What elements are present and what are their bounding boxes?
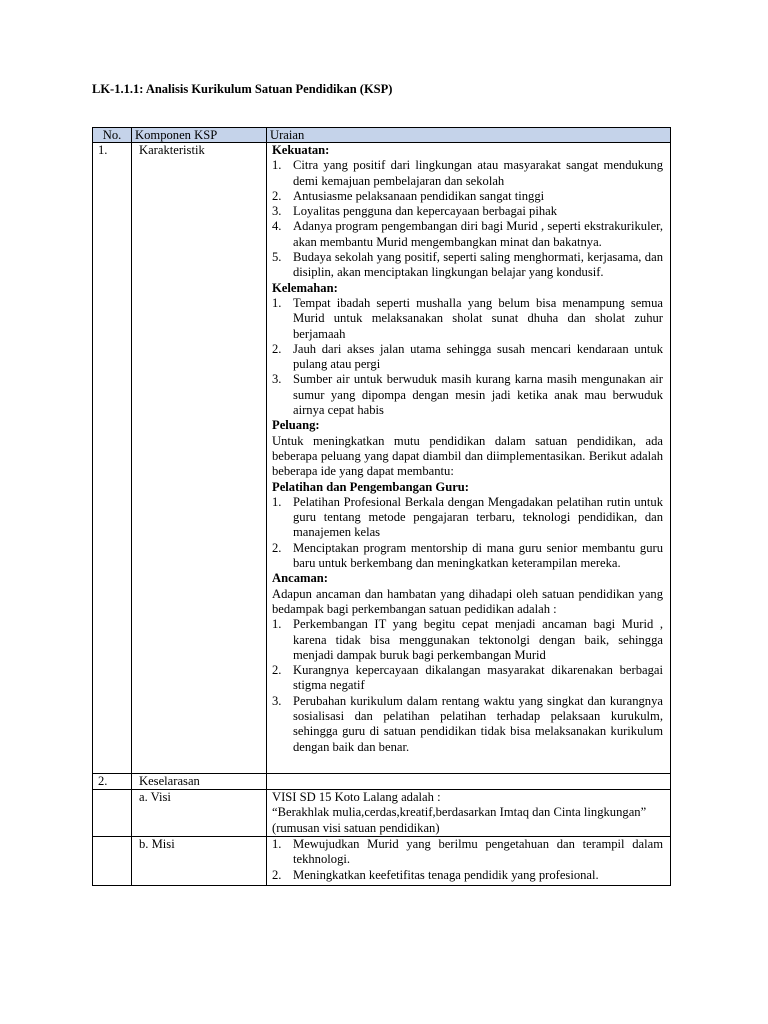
list-item: 1. Perkembangan IT yang begitu cepat menjadi ancaman bagi Murid , karena tidak bisa menggunakan tektonolgi dengan baik, sehingga menjadi dampak buruk bagi perkembangan Murid <box>272 617 663 662</box>
header-uraian: Uraian <box>267 128 671 143</box>
list-item: 1. Tempat ibadah seperti mushalla yang belum bisa menampung semua Murid untuk melaksanakan sholat sunat dhuha dan sholat zuhur berjamaah <box>272 295 663 341</box>
table-header-row <box>93 128 671 143</box>
ancaman-paragraph: Adapun ancaman dan hambatan yang dihadapi oleh satuan pendidikan yang bedampak bagi perkembangan satuan pedidikan adalah : <box>272 586 663 616</box>
header-komponen: Komponen KSP <box>132 128 267 143</box>
list-item: 3. Perubahan kurikulum dalam rentang waktu yang singkat dan kurangnya sosialisasi dan pelatihan pelatihan terhadap pelaksaan kurukulm, sehingga guru di satuan pendidikan tidak bisa melaksanakan kurikulum dengan baik dan benar. <box>272 693 663 754</box>
list-item: 5. Budaya sekolah yang positif, seperti saling menghormati, kerjasama, dan disiplin, akan menciptakan lingkungan belajar yang kondusif. <box>272 250 663 280</box>
kekuatan-heading: Kekuatan: <box>272 143 330 157</box>
ksp-analysis-table <box>92 127 671 886</box>
visi-note: (rumusan visi satuan pendidikan) <box>272 820 440 835</box>
row-number <box>93 790 132 837</box>
komponen-cell: a. Visi <box>132 790 267 837</box>
ancaman-heading: Ancaman: <box>272 571 328 586</box>
uraian-cell <box>267 837 671 886</box>
table-row-misi <box>93 837 671 886</box>
komponen-cell: b. Misi <box>132 837 267 886</box>
page-title: LK-1.1.1: Analisis Kurikulum Satuan Pendidikan (KSP) <box>92 82 393 96</box>
misi-list <box>272 837 663 883</box>
komponen-cell: Keselarasan <box>132 773 267 789</box>
list-item: 1. Mewujudkan Murid yang berilmu pengetahuan dan terampil dalam tekhnologi. <box>272 837 663 867</box>
visi-statement: “Berakhlak mulia,cerdas,kreatif,berdasarkan Imtaq dan Cinta lingkungan” <box>272 805 647 820</box>
row-number: 1. <box>93 143 132 774</box>
ancaman-list <box>272 617 663 755</box>
kelemahan-heading: Kelemahan: <box>272 280 338 295</box>
uraian-cell <box>267 790 671 837</box>
pelatihan-heading: Pelatihan dan Pengembangan Guru: <box>272 479 469 494</box>
uraian-cell <box>267 773 671 789</box>
visi-intro: VISI SD 15 Koto Lalang adalah : <box>272 790 441 805</box>
komponen-cell: Karakteristik <box>132 143 267 774</box>
peluang-heading: Peluang: <box>272 418 320 433</box>
list-item: 1. Citra yang positif dari lingkungan atau masyarakat sangat mendukung demi kemajuan pembelajaran dan sekolah <box>272 158 663 188</box>
list-item: 2. Jauh dari akses jalan utama sehingga susah mencari kendaraan untuk pulang atau pergi <box>272 341 663 372</box>
list-item: 2. Antusiasme pelaksanaan pendidikan sangat tinggi <box>272 188 545 203</box>
table-row-karakteristik <box>93 143 671 774</box>
list-item: 3. Loyalitas pengguna dan kepercayaan berbagai pihak <box>272 204 558 219</box>
list-item: 2. Kurangnya kepercayaan dikalangan masyarakat dikarenakan berbagai stigma negatif <box>272 663 663 693</box>
table-row-keselarasan <box>93 773 671 789</box>
kelemahan-list <box>272 296 663 418</box>
table-row-visi <box>93 790 671 837</box>
list-item: 2. Menciptakan program mentorship di mana guru senior membantu guru baru untuk berkembang dan meningkatkan keterampilan mereka. <box>272 540 663 571</box>
uraian-cell <box>267 143 671 774</box>
row-number <box>93 837 132 886</box>
list-item: 1. Pelatihan Profesional Berkala dengan Mengadakan pelatihan rutin untuk guru tentang metode pengajaran terbaru, teknologi pendidikan, dan manajemen kelas <box>272 494 663 540</box>
peluang-paragraph: Untuk meningkatkan mutu pendidikan dalam satuan pendidikan, ada beberapa peluang yang dapat diambil dan diimplementasikan. Berikut adalah beberapa ide yang dapat membantu: <box>272 433 663 479</box>
list-item: 2. Meningkatkan keefetifitas tenaga pendidik yang profesional. <box>272 867 599 882</box>
header-no: No. <box>93 128 132 143</box>
list-item: 4. Adanya program pengembangan diri bagi Murid , seperti ekstrakurikuler, akan membantu Murid mengembangkan minat dan bakatnya. <box>272 219 663 249</box>
row-number: 2. <box>93 773 132 789</box>
pelatihan-list <box>272 495 663 571</box>
kekuatan-list <box>272 158 663 280</box>
list-item: 3. Sumber air untuk berwuduk masih kurang karna masih mengunakan air sumur yang dipompa dengan mesin jadi ketika anak mau berwuduk airnya cepat habis <box>272 372 663 418</box>
